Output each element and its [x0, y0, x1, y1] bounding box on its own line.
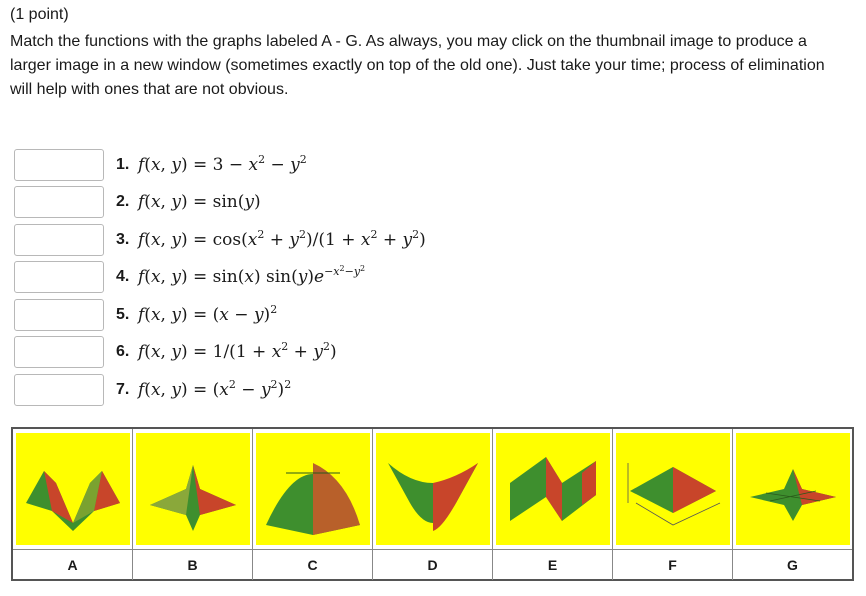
graph-cell-b [133, 429, 253, 549]
formula-3: f(x, $y) = \cos(x^2 + y^2)/(1 + x^2 + y^2)$ [138, 227, 426, 250]
graph-gallery [11, 427, 854, 581]
surface-plot-d-icon[interactable] [376, 433, 490, 545]
graph-cell-d [373, 429, 493, 549]
graph-label-a: A [13, 550, 133, 580]
answer-input-2[interactable] [14, 186, 104, 218]
surface-plot-b-icon[interactable] [136, 433, 250, 545]
problem-row [14, 296, 426, 334]
graph-label-c: C [253, 550, 373, 580]
problem-row [14, 371, 426, 409]
answer-input-1[interactable] [14, 149, 104, 181]
graph-label-b: B [133, 550, 253, 580]
graph-label-f: F [613, 550, 733, 580]
formula-6: f(x, $y) = 1/(1 + x^2 + y^2)$ [138, 340, 337, 363]
formula-2: f(x, y) = sin(y) [138, 192, 261, 213]
graph-cell-g [733, 429, 852, 549]
problem-row [14, 334, 426, 372]
graph-cell-a [13, 429, 133, 549]
problem-number: 4. [116, 268, 130, 286]
answer-input-6[interactable] [14, 336, 104, 368]
problem-row [14, 184, 426, 222]
answer-input-7[interactable] [14, 374, 104, 406]
problem-list [14, 146, 426, 409]
problem-number: 3. [116, 230, 130, 248]
points-label: (1 point) [10, 6, 69, 23]
instructions-text: Match the functions with the graphs labeled A - G. As always, you may click on the thumbnail image to produce a larger image in a new window (sometimes exactly on top of the old one). Just take your time; process of elimination will help with ones that are not obvious. [10, 33, 825, 98]
surface-plot-g-icon[interactable] [736, 433, 850, 545]
graph-label-d: D [373, 550, 493, 580]
graph-label-g: G [787, 557, 798, 573]
surface-plot-a-icon[interactable] [16, 433, 130, 545]
formula-7: f(x, $y) = (x^2 - y^2)^2$ [138, 377, 292, 400]
problem-number: 6. [116, 343, 130, 361]
formula-4: f(x, y) = sin(x) $\sin(y)e^{-x^2-y^2}$ [138, 264, 366, 288]
surface-plot-e-icon[interactable] [496, 433, 610, 545]
answer-input-5[interactable] [14, 299, 104, 331]
graph-label-e: E [493, 550, 613, 580]
problem-number: 2. [116, 193, 130, 211]
problem-row [14, 221, 426, 259]
problem-number: 5. [116, 305, 130, 323]
graph-cell-f [613, 429, 733, 549]
answer-input-4[interactable] [14, 261, 104, 293]
problem-number: 7. [116, 380, 130, 398]
problem-row [14, 146, 426, 184]
formula-1: f(x, $y) = 3 - x^2 - y^2$ [138, 152, 307, 175]
problem-number: 1. [116, 155, 130, 173]
graph-cell-e [493, 429, 613, 549]
surface-plot-c-icon[interactable] [256, 433, 370, 545]
formula-5: f(x, $y) = (x - y)^2$ [138, 302, 278, 325]
problem-row [14, 259, 426, 297]
graph-cell-c [253, 429, 373, 549]
surface-plot-f-icon[interactable] [616, 433, 730, 545]
answer-input-3[interactable] [14, 224, 104, 256]
